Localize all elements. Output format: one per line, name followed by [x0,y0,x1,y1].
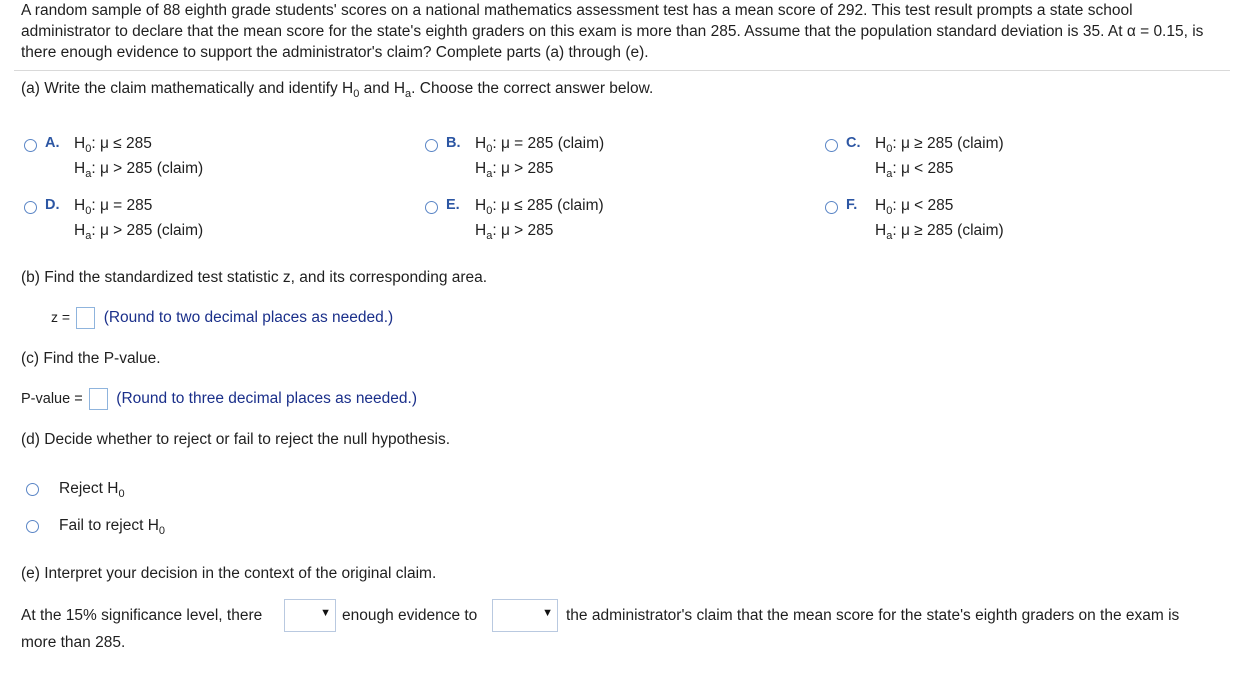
z-label: z = [51,309,71,326]
radio-option-b[interactable] [425,139,438,152]
z-hint: (Round to two decimal places as needed.) [103,309,394,327]
radio-option-c[interactable] [825,139,838,152]
radio-fail-to-reject-h0[interactable] [26,520,39,533]
p-value-answer-row [21,388,417,410]
radio-option-d[interactable] [24,201,37,214]
part-b-prompt: (b) Find the standardized test statistic z, and its corresponding area. [21,269,488,286]
part-e-text-2: enough evidence to [342,607,478,624]
is-is-not-dropdown[interactable] [284,599,336,632]
part-a-prompt: (a) Write the claim mathematically and identify $H_0$ and $H_a$. Choose the correct answer below. [21,80,654,100]
dropdown-arrow-icon: ▼ [542,607,553,619]
radio-option-a[interactable] [24,139,37,152]
divider [14,70,1230,71]
part-d-prompt: (d) Decide whether to reject or fail to reject the null hypothesis. [21,431,451,448]
p-value-input[interactable] [89,388,108,410]
problem-statement: A random sample of 88 eighth grade students' scores on a national mathematics assessment test has a mean score of 292. This test result prompts a state school administrator to declare that the mean score for the state's eighth graders on this exam is more than 285. Assume that the population standard deviation is 35. At α = 0.15, is there enough evidence to support the administrator's claim? Complete parts (a) through (e). [21,2,1204,61]
part-e-text-4: more than 285. [21,634,126,651]
option-d[interactable]: D. $H_0$: μ = 285 $H_a$: μ > 285 (claim) [24,197,404,247]
option-c[interactable]: C. $H_0$: μ ≥ 285 (claim) $H_a$: μ < 285 [825,135,1205,185]
option-e[interactable]: E. $H_0$: μ ≤ 285 (claim) $H_a$: μ > 285 [425,197,805,247]
support-reject-dropdown[interactable] [492,599,558,632]
option-b[interactable]: B. $H_0$: μ = 285 (claim) $H_a$: μ > 285 [425,135,805,185]
part-e-prompt: (e) Interpret your decision in the context of the original claim. [21,565,437,582]
p-value-hint: (Round to three decimal places as needed.) [116,390,418,408]
option-f[interactable]: F. $H_0$: μ < 285 $H_a$: μ ≥ 285 (claim) [825,197,1205,247]
part-e-text-3: the administrator's claim that the mean score for the state's eighth graders on the exam is [566,607,1180,624]
z-answer-row [51,307,393,329]
p-value-label: P-value = [21,391,83,408]
radio-option-f[interactable] [825,201,838,214]
dropdown-arrow-icon: ▼ [320,607,331,619]
z-input[interactable] [76,307,95,329]
option-a[interactable]: A. $H_0$: μ ≤ 285 $H_a$: μ > 285 (claim) [24,135,404,185]
radio-option-e[interactable] [425,201,438,214]
part-c-prompt: (c) Find the P-value. [21,350,161,367]
part-e-text-1: At the 15% significance level, there [21,607,263,624]
radio-reject-h0[interactable] [26,483,39,496]
